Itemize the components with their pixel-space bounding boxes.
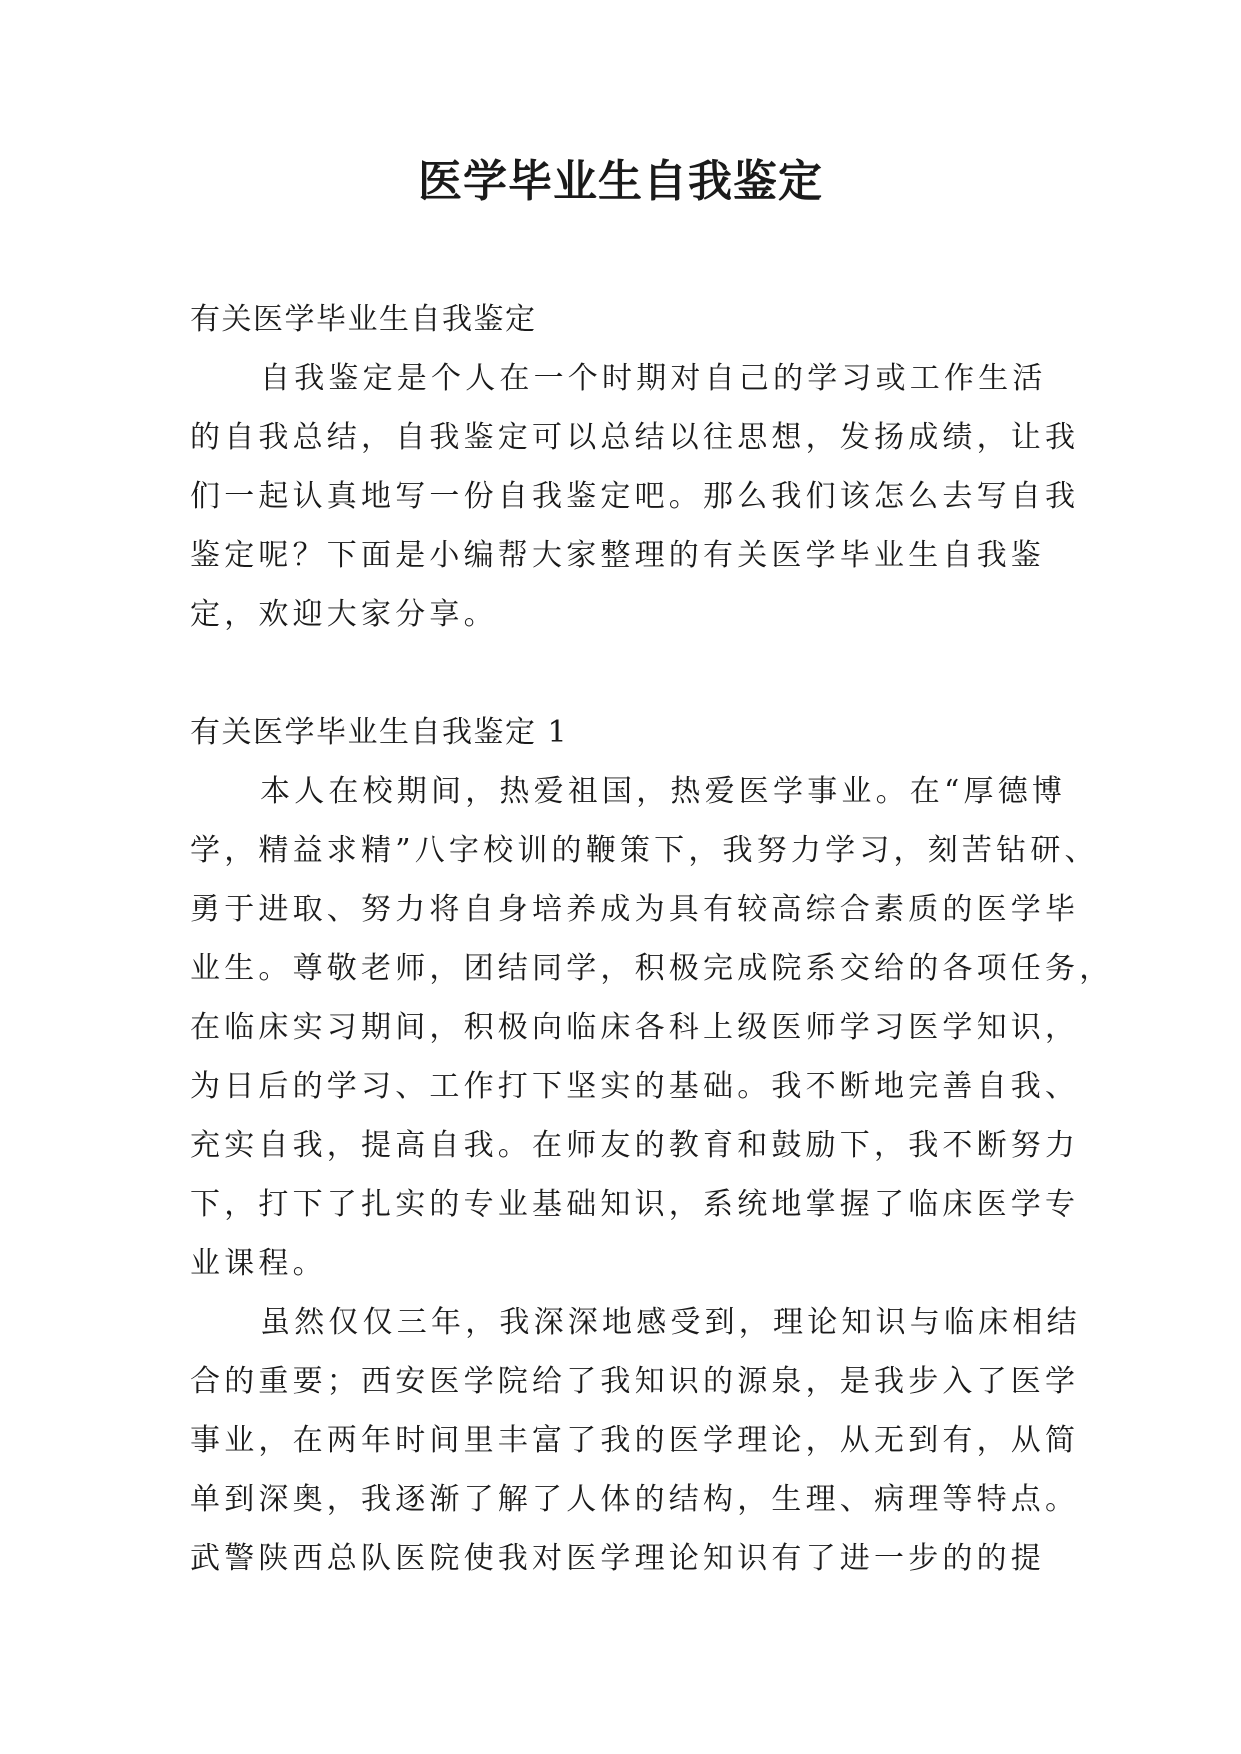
paragraph-line: 业课程。 — [190, 1246, 327, 1281]
paragraph-line: 事业，在两年时间里丰富了我的医学理论，从无到有，从简 — [190, 1423, 1080, 1458]
paragraph-line: 为日后的学习、工作打下坚实的基础。我不断地完善自我、 — [190, 1069, 1080, 1104]
intro-heading: 有关医学毕业生自我鉴定 — [190, 302, 537, 337]
intro-line: 鉴定呢？下面是小编帮大家整理的有关医学毕业生自我鉴 — [190, 538, 1045, 573]
paragraph-line: 业生。尊敬老师，团结同学，积极完成院系交给的各项任务， — [190, 951, 1114, 986]
document-body — [190, 290, 1114, 1588]
intro-line: 的自我总结，自我鉴定可以总结以往思想，发扬成绩，让我 — [190, 420, 1080, 455]
paragraph-line: 单到深奥，我逐渐了解了人体的结构，生理、病理等特点。 — [190, 1482, 1080, 1517]
intro-line: 定，欢迎大家分享。 — [190, 597, 498, 632]
paragraph-line: 本人在校期间，热爱祖国，热爱医学事业。在“厚德博 — [260, 774, 1067, 809]
section-heading: 有关医学毕业生自我鉴定 1 — [190, 715, 569, 750]
document-title: 医学毕业生自我鉴定 — [418, 156, 823, 207]
paragraph-line: 充实自我，提高自我。在师友的教育和鼓励下，我不断努力 — [190, 1128, 1080, 1163]
section-spacer — [190, 644, 1060, 703]
paragraph-line: 虽然仅仅三年，我深深地感受到，理论知识与临床相结 — [260, 1305, 1081, 1340]
paragraph-line: 合的重要；西安医学院给了我知识的源泉，是我步入了医学 — [190, 1364, 1080, 1399]
paragraph-line: 在临床实习期间，积极向临床各科上级医师学习医学知识， — [190, 1010, 1080, 1045]
intro-line: 们一起认真地写一份自我鉴定吧。那么我们该怎么去写自我 — [190, 479, 1080, 514]
paragraph-line: 武警陕西总队医院使我对医学理论知识有了进一步的的提 — [190, 1541, 1045, 1576]
intro-line: 自我鉴定是个人在一个时期对自己的学习或工作生活 — [260, 361, 1047, 396]
paragraph-line: 下，打下了扎实的专业基础知识，系统地掌握了临床医学专 — [190, 1187, 1080, 1222]
paragraph-line: 勇于进取、努力将自身培养成为具有较高综合素质的医学毕 — [190, 892, 1080, 927]
paragraph-line: 学，精益求精”八字校训的鞭策下，我努力学习，刻苦钻研、 — [190, 833, 1099, 868]
